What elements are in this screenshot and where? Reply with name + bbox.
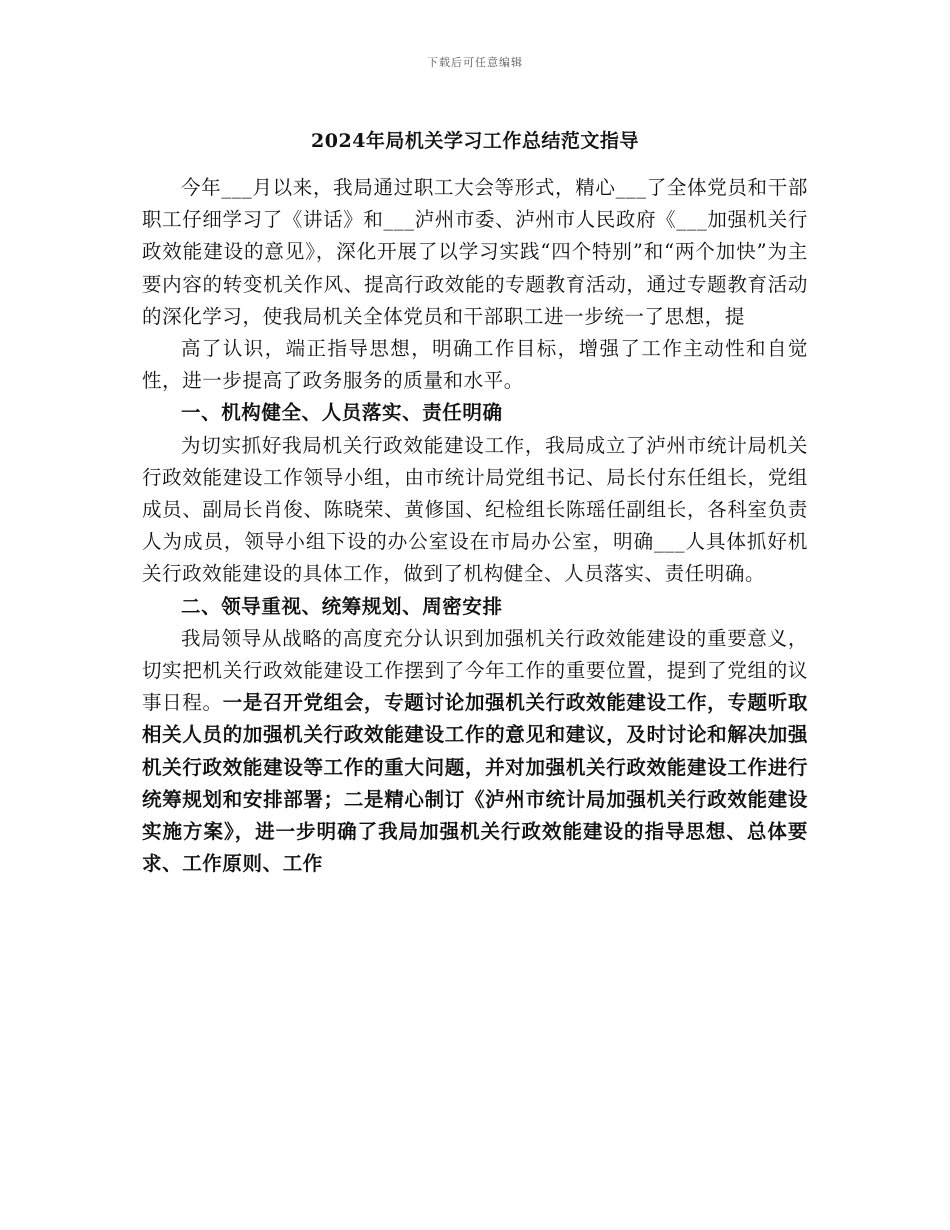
paragraph-section-1: 为切实抓好我局机关行政效能建设工作，我局成立了泸州市统计局机关行政效能建设工作领导小组，由市统计局党组书记、局长付东任组长，党组成员、副局长肖俊、陈晓荣、黄修国、纪检组长陈瑶任副组长，各科室负责人为成员，领导小组下设的办公室设在市局办公室，明确___人具体抓好机关行政效能建设的具体工作，做到了机构健全、人员落实、责任明确。 [142,433,808,586]
paragraph-section-2-bold: 一是召开党组会，专题讨论加强机关行政效能建设工作，专题听取相关人员的加强机关行政效能建设工作的意见和建议，及时讨论和解决加强机关行政效能建设等工作的重大问题，并对加强机关行政效能建设工作进行统筹规划和安排部署；二是精心制订《泸州市统计局加强机关行政效能建设实施方案》，进一步明确了我局加强机关行政效能建设的指导思想、总体要求、工作原则、工作 [142,691,809,876]
paragraph-section-2-normal: 我局领导从战略的高度充分认识到加强机关行政效能建设的重要意义，切实把机关行政效能建设工作摆到了今年工作的重要位置，提到了党组的议事日程。 [142,626,808,715]
header-note: 下载后可任意编辑 [427,56,523,69]
document-title: 2024年局机关学习工作总结范文指导 [311,130,639,152]
document-body [142,172,808,880]
paragraph-section-2 [142,623,808,881]
paragraph-intro-continued: 高了认识，端正指导思想，明确工作目标，增强了工作主动性和自觉性，进一步提高了政务服务的质量和水平。 [142,337,808,393]
section-heading-1: 一、机构健全、人员落实、责任明确 [181,401,503,425]
section-heading-2: 二、领导重视、统筹规划、周密安排 [181,594,503,618]
paragraph-intro: 今年___月以来，我局通过职工大会等形式，精心___了全体党员和干部职工仔细学习了《讲话》和___泸州市委、泸州市人民政府《___加强机关行政效能建设的意见》，深化开展了以学习实践“四个特别”和“两个加快”为主要内容的转变机关作风、提高行政效能的专题教育活动，通过专题教育活动的深化学习，使我局机关全体党员和干部职工进一步统一了思想，提 [142,176,808,328]
